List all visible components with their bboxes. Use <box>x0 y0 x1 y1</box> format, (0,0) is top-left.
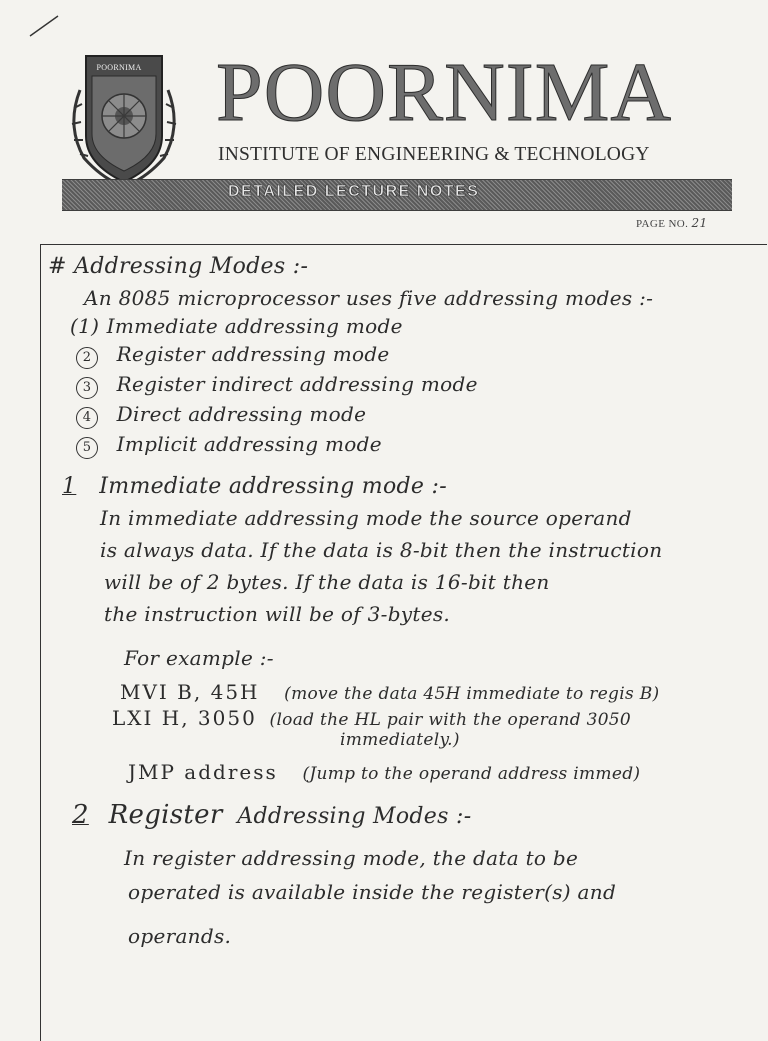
mode-item <box>76 372 478 399</box>
banner-label: DETAILED LECTURE NOTES <box>228 183 480 200</box>
mode-number: 3 <box>76 377 98 399</box>
mode-text: Register addressing mode <box>116 342 390 366</box>
pen-stroke <box>28 14 60 38</box>
page-number <box>636 216 708 230</box>
mode-number: 5 <box>76 437 98 459</box>
mode-item <box>76 402 366 429</box>
intro-line: An 8085 microprocessor uses five addressing modes :- <box>84 286 654 310</box>
section-number: 1 <box>62 474 77 499</box>
example-line <box>128 760 640 784</box>
example-label: For example :- <box>124 646 274 670</box>
institute-subtitle: INSTITUTE OF ENGINEERING & TECHNOLOGY <box>218 144 650 165</box>
body-line: operated is available inside the register(s) and <box>128 880 617 904</box>
page-number-value: 21 <box>691 216 708 230</box>
mode-text: Implicit addressing mode <box>116 432 382 456</box>
body-line: the instruction will be of 3-bytes. <box>104 602 451 626</box>
example-line <box>120 680 659 704</box>
lecture-notes-banner <box>62 179 732 211</box>
example-note: (load the HL pair with the operand 3050 <box>269 710 632 730</box>
mode-number: 4 <box>76 407 98 429</box>
letterhead <box>50 45 740 245</box>
example-note-continued: immediately.) <box>340 730 460 750</box>
example-code: LXI H, 3050 <box>112 706 257 730</box>
crest-lettering: POORNIMA <box>96 63 142 72</box>
body-line: operands. <box>128 924 232 948</box>
example-note: (move the data 45H immediate to regis B) <box>284 684 660 704</box>
section-title: Immediate addressing mode :- <box>99 474 447 499</box>
body-line: will be of 2 bytes. If the data is 16-bit then <box>104 570 550 594</box>
mode-text: Direct addressing mode <box>116 402 367 426</box>
body-line: In register addressing mode, the data to be <box>124 846 579 870</box>
section-title: Register <box>108 800 223 830</box>
section-heading <box>72 800 471 830</box>
example-line <box>112 706 631 730</box>
mode-item <box>76 432 382 459</box>
mode-number: (1) <box>70 314 100 338</box>
mode-item <box>70 314 403 338</box>
mode-text: Immediate addressing mode <box>106 314 403 338</box>
page-number-label: PAGE NO. <box>636 218 689 230</box>
institute-name: POORNIMA <box>216 46 673 139</box>
example-code: JMP address <box>128 760 278 784</box>
example-note: (Jump to the operand address immed) <box>302 764 641 784</box>
section-title-continued: Addressing Modes :- <box>237 804 472 829</box>
section-heading <box>62 474 447 499</box>
mode-number: 2 <box>76 347 98 369</box>
body-line: In immediate addressing mode the source operand <box>100 506 632 530</box>
notes-title: # Addressing Modes :- <box>48 254 309 279</box>
example-code: MVI B, 45H <box>120 680 260 704</box>
body-line: is always data. If the data is 8-bit then the instruction <box>100 538 663 562</box>
section-number: 2 <box>72 800 89 830</box>
mode-item <box>76 342 390 369</box>
mode-text: Register indirect addressing mode <box>116 372 478 396</box>
